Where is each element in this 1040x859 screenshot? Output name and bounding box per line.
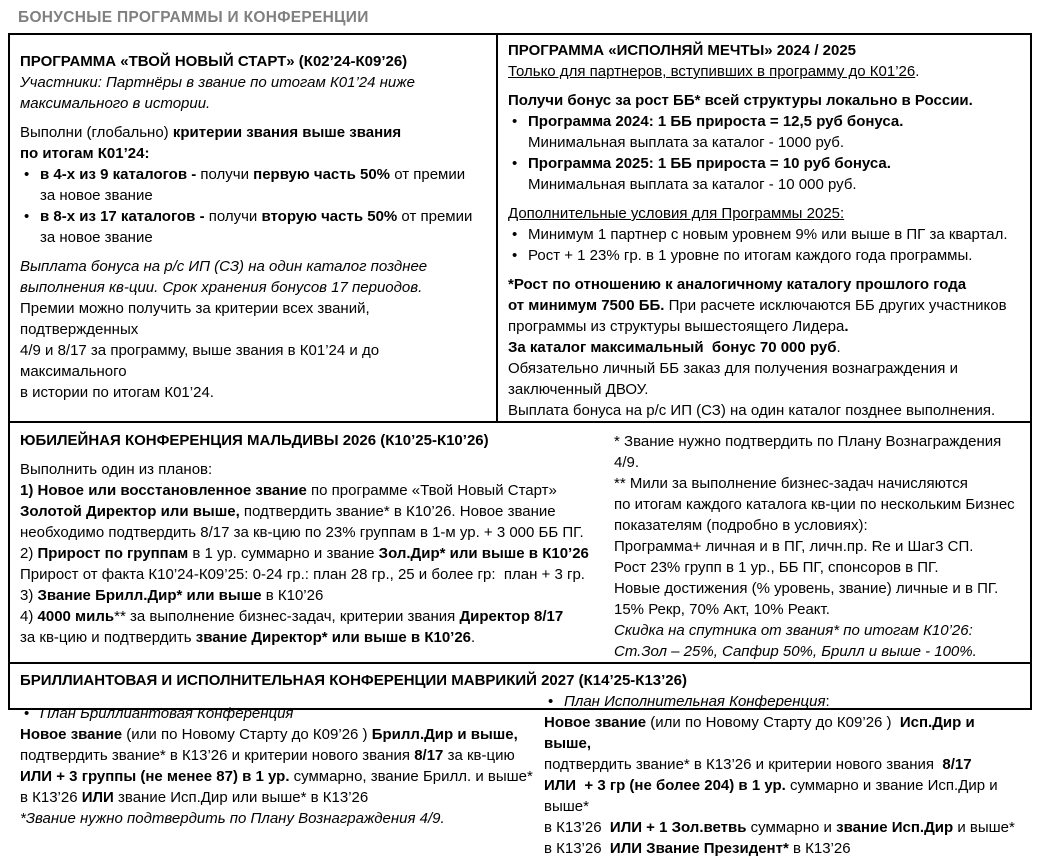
text-run: (или по Новому Старту до К09’26 ) <box>646 714 900 731</box>
bullet-marker: • <box>512 247 518 264</box>
bullet-item <box>508 245 1022 266</box>
bullet-marker: • <box>24 705 30 722</box>
paragraph <box>20 298 488 403</box>
text-run: в 1 ур. суммарно и звание <box>188 545 379 562</box>
text-run: * Звание нужно подтвердить по Плану Вознаграждения 4/9. <box>614 433 1006 471</box>
text-run: План Исполнительная Конференция <box>564 693 826 710</box>
text-run: Только для партнеров, вступивших в программу до К01’26 <box>508 63 916 80</box>
text-run: ИЛИ + 3 гр (не более 204) в 1 ур. <box>544 777 786 794</box>
bullet-item <box>544 691 1024 712</box>
bullet-text <box>564 691 1024 712</box>
bullet-marker: • <box>548 693 554 710</box>
maldives-left-column <box>20 430 614 662</box>
bullet-item <box>508 224 1022 245</box>
text-run: за кв-цию <box>443 747 515 764</box>
text-run: Брилл.Дир и выше, <box>371 726 518 743</box>
text-run: Обязательно личный ББ заказ для получения вознаграждения и <box>508 360 958 377</box>
paragraph <box>20 459 610 648</box>
text-run: подтвердить звание* в К13’26 и критерии нового звания <box>544 756 943 773</box>
text-run: Рост 23% групп в 1 ур., ББ ПГ, спонсоров в ПГ. <box>614 559 939 576</box>
text-run: заключенный ДВОУ. <box>508 381 649 398</box>
text-run: подтвердить звание* в К13’26 и критерии нового звания <box>20 747 415 764</box>
text-run: в К10’26 <box>261 587 324 604</box>
text-run: План Бриллиантовая Конференция <box>40 705 294 722</box>
bullet-text <box>528 224 1022 245</box>
text-run: получи <box>200 166 254 183</box>
text-run: от минимум 7500 ББ. <box>508 297 665 314</box>
paragraph <box>508 203 1022 224</box>
text-run: 2) <box>20 545 38 562</box>
mauritius-columns <box>20 691 1024 859</box>
text-run: Новое звание <box>544 714 647 731</box>
text-run: Рост + 1 23% гр. в 1 уровне по итогам каждого года программы. <box>528 247 973 264</box>
text-run: 3) <box>20 587 38 604</box>
text-run: . <box>471 629 476 646</box>
text-run: от премии <box>397 208 473 225</box>
text-run: ПРОГРАММА «ИСПОЛНЯЙ МЕЧТЫ» 2024 / 2025 <box>508 42 857 59</box>
text-run: за новое звание <box>40 229 153 246</box>
text-run: по итогам каждого каталога кв-ции по нескольким Бизнес <box>614 496 1015 513</box>
paragraph <box>20 122 488 164</box>
text-run: 8/17 <box>414 747 444 764</box>
text-run: Получи бонус за рост ББ* всей структуры локально в России. <box>508 92 973 109</box>
text-run: ИЛИ <box>81 789 114 806</box>
text-run: в 8-х из 17 каталогов - <box>40 208 209 225</box>
bullet-item <box>20 164 488 206</box>
text-run: Новое звание <box>20 726 123 743</box>
maldives-right-column <box>614 430 1024 662</box>
paragraph <box>508 274 1022 421</box>
text-run: по итогам К01’24: <box>20 145 150 162</box>
text-run: необходимо подтвердить 8/17 за кв-цию по 23% группам в 1-м ур. + 3 000 ББ ПГ. <box>20 524 584 541</box>
text-run: 1) Новое или восстановленное звание <box>20 482 307 499</box>
bullet-marker: • <box>512 155 518 172</box>
text-run: суммарно, звание Брилл. и выше* <box>289 768 533 785</box>
paragraph <box>20 256 488 298</box>
mauritius-diamond-plan-column <box>20 691 544 859</box>
text-run: Скидка на спутника от звания* по итогам К10’26: <box>614 622 973 639</box>
text-run: в истории по итогам К01’24. <box>20 384 214 401</box>
paragraph <box>508 40 1022 82</box>
text-run: получи <box>208 208 262 225</box>
text-run: ** Мили за выполнение бизнес-задач начисляются <box>614 475 968 492</box>
page-title: БОНУСНЫЕ ПРОГРАММЫ И КОНФЕРЕНЦИИ <box>18 9 369 26</box>
bullet-text <box>528 111 1022 153</box>
text-run: суммарно и <box>746 819 837 836</box>
text-run: Дополнительные условия для Программы 2025: <box>508 205 845 222</box>
text-run: вторую часть 50% <box>261 208 398 225</box>
maldives-section-title: ЮБИЛЕЙНАЯ КОНФЕРЕНЦИЯ МАЛЬДИВЫ 2026 (К10’25-К10’26) <box>20 432 489 449</box>
text-run: Минимальная выплата за каталог - 10 000 руб. <box>528 176 857 193</box>
text-run: . <box>844 318 849 335</box>
text-run: 4) <box>20 608 38 625</box>
maldives-conference-section <box>10 423 1030 664</box>
text-run: Прирост по группам <box>37 545 189 562</box>
text-run: первую часть 50% <box>253 166 391 183</box>
text-run: 8/17 <box>942 756 972 773</box>
text-run: Исп.Дир и выше, <box>544 714 979 752</box>
text-run: подтвердить звание* в К10’26. Новое звание <box>239 503 556 520</box>
text-run: выше* <box>544 798 589 815</box>
text-run: Программа 2025: 1 ББ прироста = 10 руб бонуса. <box>528 155 891 172</box>
text-run: Премии можно получить за критерии всех званий, подтвержденных <box>20 300 374 338</box>
text-run: Золотой Директор или выше, <box>20 503 240 520</box>
text-run: Прирост от факта К10’24-К09’25: 0-24 гр.: план 28 гр., 25 и более гр: план + 3 гр. <box>20 566 585 583</box>
mauritius-section-title: БРИЛЛИАНТОВАЯ И ИСПОЛНИТЕЛЬНАЯ КОНФЕРЕНЦИИ МАВРИКИЙ 2027 (К14’25-К13’26) <box>20 672 687 689</box>
text-run: . <box>836 339 841 356</box>
text-run: 15% Рекр, 70% Акт, 10% Реакт. <box>614 601 830 618</box>
bullet-item <box>508 111 1022 153</box>
text-run: За каталог максимальный бонус 70 000 руб <box>508 339 837 356</box>
bullet-item <box>20 206 488 248</box>
text-run: Новые достижения (% уровень, звание) личные и в ПГ. <box>614 580 999 597</box>
text-run: Выполнить один из планов: <box>20 461 213 478</box>
text-run: Выполни (глобально) <box>20 124 173 141</box>
text-run: показателям (подробно в условиях): <box>614 517 868 534</box>
paragraph <box>544 712 1024 859</box>
text-run: звание Исп.Дир <box>836 819 954 836</box>
bullet-marker: • <box>24 166 30 183</box>
text-run: Минимум 1 партнер с новым уровнем 9% или выше в ПГ за квартал. <box>528 226 1008 243</box>
text-run: Выплата бонуса на р/с ИП (СЗ) на один каталог позднее выполнения. <box>508 402 996 419</box>
paragraph <box>614 431 1024 662</box>
text-run: : <box>825 693 830 710</box>
text-run: за новое звание <box>40 187 153 204</box>
paragraph <box>20 51 488 72</box>
text-run: в К13’26 <box>544 840 610 857</box>
paragraph <box>20 724 540 829</box>
bullet-text <box>528 153 1022 195</box>
text-run: Минимальная выплата за каталог - 1000 руб. <box>528 134 845 151</box>
mauritius-conference-section <box>10 664 1030 859</box>
text-run: *Звание нужно подтвердить по Плану Вознаграждения 4/9. <box>20 810 445 827</box>
bullet-text <box>40 206 488 248</box>
maldives-plans <box>20 459 610 648</box>
text-run: (или по Новому Старту до К09’26 ) <box>122 726 372 743</box>
text-run: в 4-х из 9 каталогов - <box>40 166 201 183</box>
top-row <box>10 35 1030 423</box>
text-run: ИЛИ + 3 группы (не менее 87) в 1 ур. <box>20 768 290 785</box>
text-run: Ст.Зол – 25%, Сапфир 50%, Брилл и выше - 100%. <box>614 643 977 660</box>
text-run: и выше* <box>953 819 1015 836</box>
bullet-marker: • <box>512 226 518 243</box>
text-run: суммарно и звание Исп.Дир и <box>785 777 998 794</box>
text-run: Зол.Дир* или выше в К10’26 <box>378 545 589 562</box>
text-run: в К13’26 <box>544 819 610 836</box>
text-run: Звание Брилл.Дир* или выше <box>37 587 262 604</box>
text-run: по программе «Твой Новый Старт» <box>306 482 557 499</box>
text-run: Программа 2024: 1 ББ прироста = 12,5 руб бонуса. <box>528 113 904 130</box>
text-run: звание Директор* или выше в К10’26 <box>195 629 472 646</box>
program-dreams-cell <box>498 35 1030 421</box>
bonus-programs-table <box>8 33 1032 857</box>
text-run: 4/9 и 8/17 за программу, выше звания в К01’24 и до максимального <box>20 342 384 380</box>
bullet-item <box>508 153 1022 195</box>
text-run: Участники: Партнёры в звание по итогам К01’24 ниже <box>20 74 415 91</box>
paragraph <box>20 72 488 114</box>
text-run: критерии звания выше звания <box>172 124 402 141</box>
text-run: Программа+ личная и в ПГ, личн.пр. Re и Шаг3 СП. <box>614 538 974 555</box>
text-run: Директор 8/17 <box>459 608 564 625</box>
text-run: звание Исп.Дир или выше* в К13’26 <box>113 789 369 806</box>
text-run: программы из структуры вышестоящего Лидера <box>508 318 845 335</box>
program-new-start-cell <box>10 35 498 421</box>
text-run: за кв-цию и подтвердить <box>20 629 196 646</box>
bullet-item <box>20 703 540 724</box>
text-run: Выплата бонуса на р/с ИП (СЗ) на один каталог позднее <box>20 258 428 275</box>
text-run: ПРОГРАММА «ТВОЙ НОВЫЙ СТАРТ» (К02’24-К09’26) <box>20 53 408 70</box>
text-run: в К13’26 <box>20 789 82 806</box>
text-run: от премии <box>390 166 466 183</box>
text-run: ** за выполнение бизнес-задач, критерии звания <box>114 608 460 625</box>
text-run: ИЛИ Звание Президент* <box>609 840 789 857</box>
text-run: ИЛИ + 1 Зол.ветвь <box>609 819 747 836</box>
mauritius-executive-plan-column <box>544 691 1024 859</box>
text-run: в К13’26 <box>788 840 851 857</box>
bullet-marker: • <box>512 113 518 130</box>
bullet-text <box>40 164 488 206</box>
bullet-marker: • <box>24 208 30 225</box>
text-run: При расчете исключаются ББ других участников <box>664 297 1007 314</box>
text-run: . <box>915 63 920 80</box>
bullet-text <box>528 245 1022 266</box>
bullet-text <box>40 703 540 724</box>
text-run: 4000 миль <box>37 608 115 625</box>
paragraph <box>508 90 1022 111</box>
text-run: выполнения кв-ции. Срок хранения бонусов 17 периодов. <box>20 279 423 296</box>
text-run: максимального в истории. <box>20 95 211 112</box>
text-run: *Рост по отношению к аналогичному каталогу прошлого года <box>508 276 967 293</box>
